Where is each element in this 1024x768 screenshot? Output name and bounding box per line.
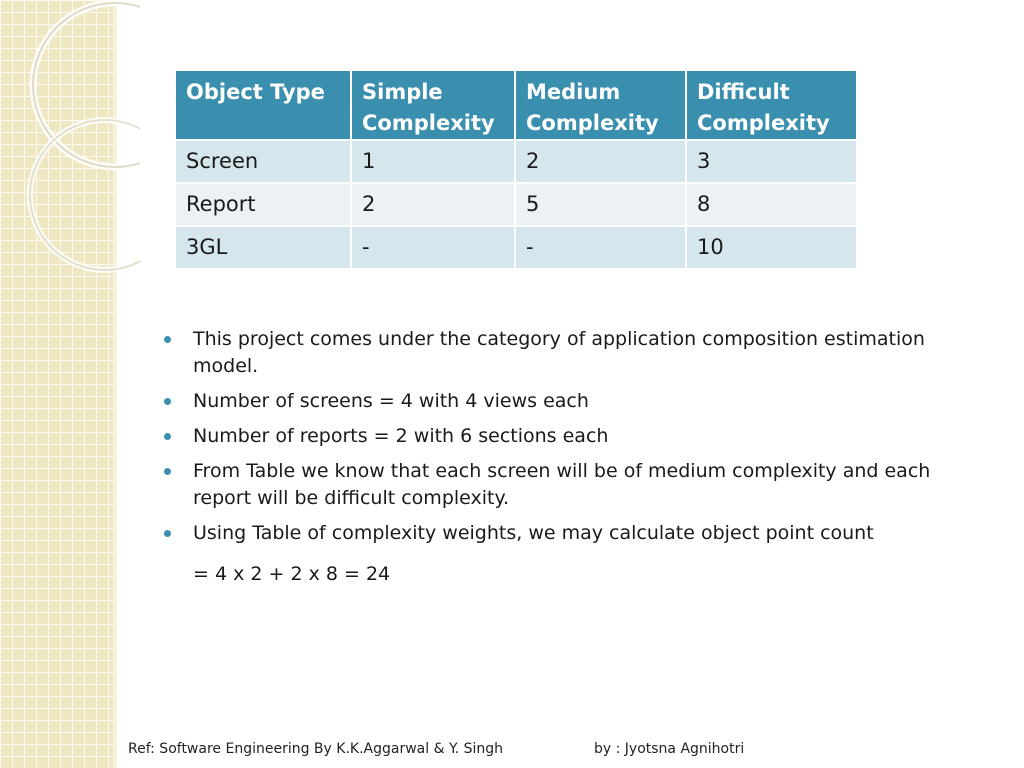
table-cell: Screen bbox=[175, 140, 351, 183]
table-cell: 3 bbox=[686, 140, 857, 183]
bullet-dot-icon bbox=[164, 433, 171, 440]
table-row bbox=[175, 183, 857, 226]
bullet-text: Using Table of complexity weights, we may calculate object point count bbox=[193, 522, 874, 544]
list-item bbox=[160, 458, 940, 512]
table-cell: Report bbox=[175, 183, 351, 226]
bullet-dot-icon bbox=[164, 398, 171, 405]
list-item bbox=[160, 520, 940, 547]
table-cell: 10 bbox=[686, 226, 857, 269]
table-cell: 2 bbox=[351, 183, 515, 226]
footer-reference: Ref: Software Engineering By K.K.Aggarwal & Y. Singh bbox=[128, 741, 503, 757]
object-point-formula: = 4 x 2 + 2 x 8 = 24 bbox=[193, 563, 391, 585]
header-difficult-complexity: Difficult Complexity bbox=[686, 70, 857, 140]
table-cell: 8 bbox=[686, 183, 857, 226]
table-header-row bbox=[175, 70, 857, 140]
bullet-list bbox=[160, 326, 940, 555]
header-object-type: Object Type bbox=[175, 70, 351, 140]
table-cell: - bbox=[351, 226, 515, 269]
complexity-weights-table bbox=[174, 69, 858, 270]
bullet-dot-icon bbox=[164, 468, 171, 475]
decorative-rings bbox=[0, 0, 140, 300]
footer-author: by : Jyotsna Agnihotri bbox=[594, 741, 745, 757]
bullet-text: This project comes under the category of application composition estimation model. bbox=[193, 328, 925, 377]
header-simple-complexity: Simple Complexity bbox=[351, 70, 515, 140]
bullet-text: Number of screens = 4 with 4 views each bbox=[193, 390, 589, 412]
table-cell: 5 bbox=[515, 183, 686, 226]
list-item bbox=[160, 326, 940, 380]
bullet-dot-icon bbox=[164, 530, 171, 537]
table-row bbox=[175, 226, 857, 269]
table-cell: 1 bbox=[351, 140, 515, 183]
bullet-text: Number of reports = 2 with 6 sections each bbox=[193, 425, 609, 447]
bullet-dot-icon bbox=[164, 336, 171, 343]
bullet-text: From Table we know that each screen will be of medium complexity and each report will be difficult complexity. bbox=[193, 460, 931, 509]
list-item bbox=[160, 388, 940, 415]
table-cell: - bbox=[515, 226, 686, 269]
header-medium-complexity: Medium Complexity bbox=[515, 70, 686, 140]
list-item bbox=[160, 423, 940, 450]
table-cell: 2 bbox=[515, 140, 686, 183]
table-row bbox=[175, 140, 857, 183]
table-cell: 3GL bbox=[175, 226, 351, 269]
